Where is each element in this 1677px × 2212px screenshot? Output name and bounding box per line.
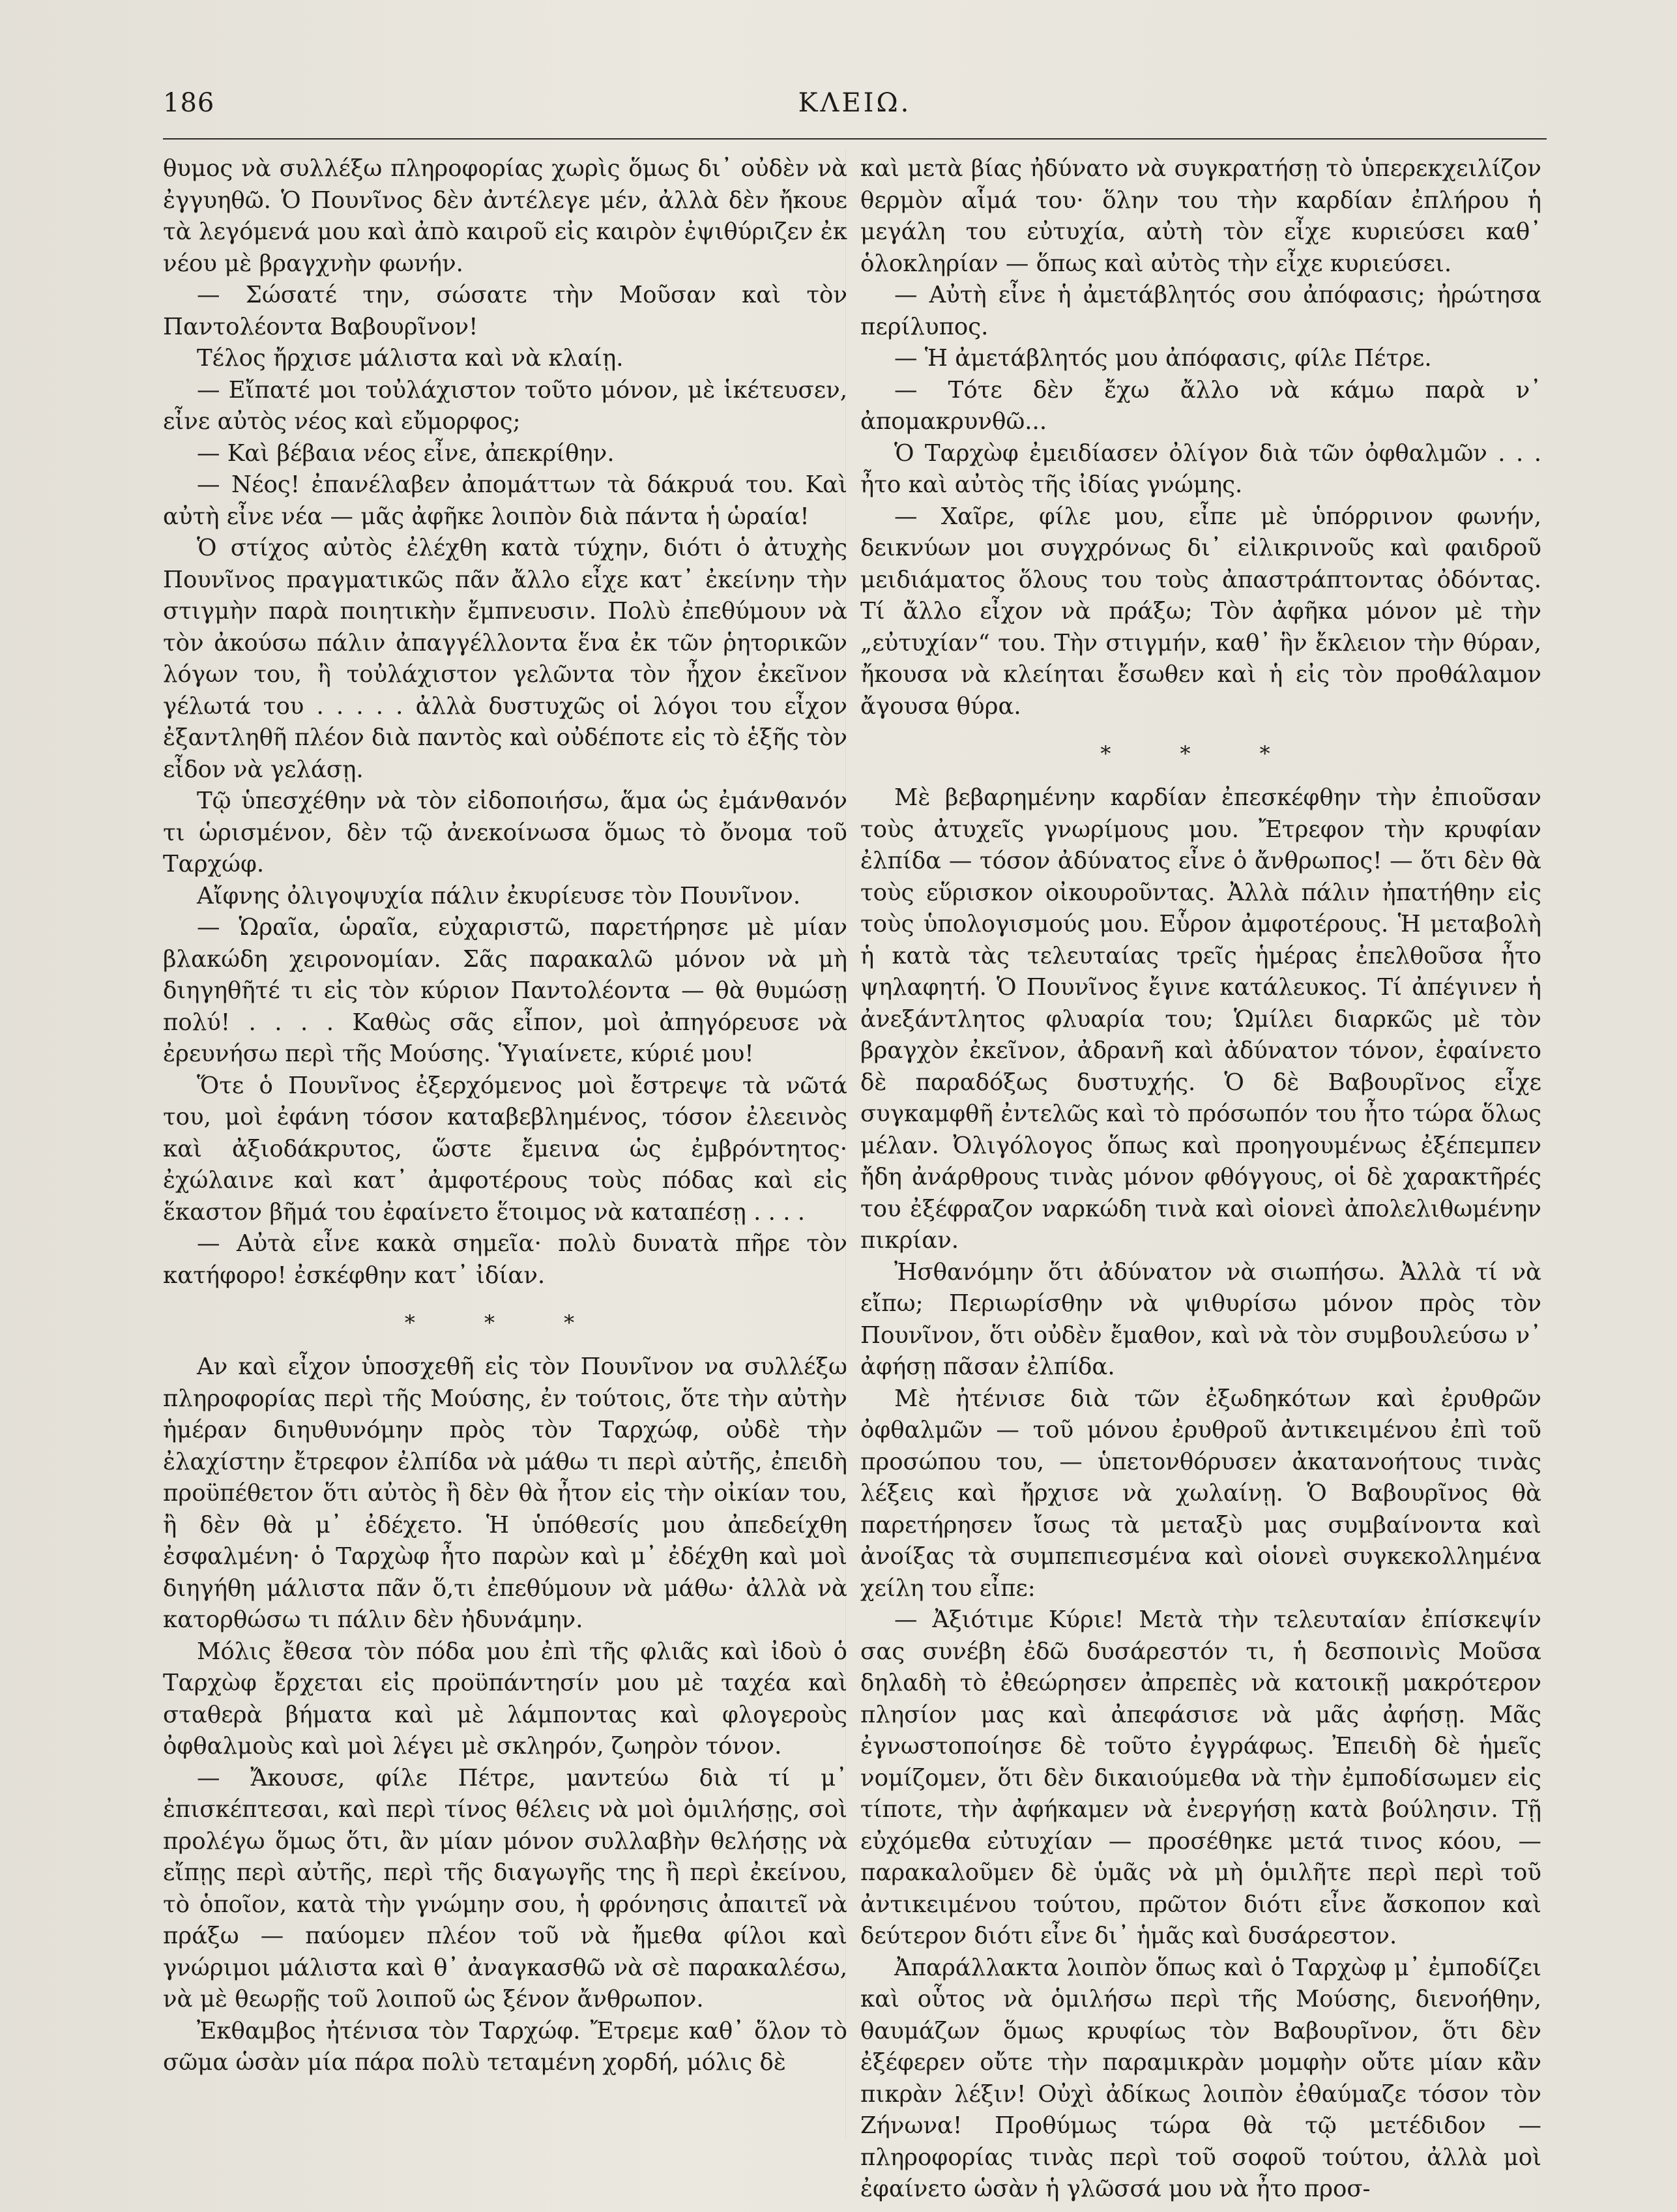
paragraph: Ὅτε ὁ Πουνῖνος ἐξερχόμενος μοὶ ἔστρεψε τὰ νῶτά του, μοὶ ἐφάνη τόσον καταβεβλημένος, τόσον ἐλεεινὸς καὶ ἀξιοδάκρυτος, ὥστε ἔμεινα ὡς ἐμβρόντητος· ἐχώλαινε καὶ κατ᾽ ἀμφοτέρους τοὺς πόδας καὶ εἰς ἕκαστον βῆμά του ἐφαίνετο ἕτοιμος νὰ καταπέσῃ . . . . xyxy=(163,1072,847,1226)
paragraph: θυμος νὰ συλλέξω πληροφορίας χωρὶς ὅμως δι᾽ οὐδὲν νὰ ἐγγυηθῶ. Ὁ Πουνῖνος δὲν ἀντέλεγε μέν, ἀλλὰ δὲν ἤκουε τὰ λεγόμενά μου καὶ ἀπὸ καιροῦ εἰς καιρὸν ἐψιθύριζεν ἐκ νέου μὲ βραγχνὴν φωνήν. xyxy=(163,155,847,277)
paragraph: Ὁ Ταρχὼφ ἐμειδίασεν ὀλίγον διὰ τῶν ὀφθαλμῶν . . . ἦτο καὶ αὐτὸς τῆς ἰδίας γνώμης. xyxy=(860,439,1541,498)
paragraph: Αἴφνης ὀλιγοψυχία πάλιν ἐκυρίευσε τὸν Πουνῖνον. xyxy=(197,882,801,909)
paragraph: Μόλις ἔθεσα τὸν πόδα μου ἐπὶ τῆς φλιᾶς καὶ ἰδοὺ ὁ Ταρχὼφ ἔρχεται εἰς προϋπάντησίν μου μὲ ταχέα καὶ σταθερὰ βήματα καὶ μὲ λάμποντας καὶ φλογεροὺς ὀφθαλμοὺς καὶ μοὶ λέγει μὲ σκληρόν, ζωηρὸν τόνον. xyxy=(163,1638,847,1760)
paragraph: — Ἡ ἀμετάβλητός μου ἀπόφασις, φίλε Πέτρε. xyxy=(894,345,1432,372)
section-separator: * * * xyxy=(404,1310,606,1335)
right-column xyxy=(860,153,1541,2202)
paragraph: Αν καὶ εἶχον ὑποσχεθῆ εἰς τὸν Πουνῖνον να συλλέξω πληροφορίας περὶ τῆς Μούσης, ἐν τούτοις, ὅτε τὴν αὐτὴν ἡμέραν διηυθυνόμην πρὸς τὸν Ταρχώφ, οὐδὲ τὴν ἐλαχίστην ἔτρεφον ἐλπίδα νὰ μάθω τι περὶ αὐτῆς, ἐπειδὴ προϋπέθετον ὅτι αὐτὸς ἢ δὲν θὰ ἦτον εἰς τὴν οἰκίαν του, ἢ δὲν θὰ μ᾽ ἐδέχετο. Ἡ ὑπόθεσίς μου ἀπεδείχθη ἐσφαλμένη· ὁ Ταρχὼφ ἦτο παρὼν καὶ μ᾽ ἐδέχθη καὶ μοὶ διηγήθη μάλιστα πᾶν ὅ,τι ἐπεθύμουν νὰ μάθω· ἀλλὰ νὰ κατορθώσω τι πάλιν δὲν ἠδυνάμην. xyxy=(163,1353,847,1633)
left-column xyxy=(163,153,847,2155)
paragraph: Ὁ στίχος αὐτὸς ἐλέχθη κατὰ τύχην, διότι ὁ ἀτυχὴς Πουνῖνος πραγματικῶς πᾶν ἄλλο εἶχε κατ᾽ ἐκείνην τὴν στιγμὴν παρὰ ποιητικὴν ἔμπνευσιν. Πολὺ ἐπεθύμουν νὰ τὸν ἀκούσω πάλιν ἀπαγγέλλοντα ἕνα ἐκ τῶν ῥητορικῶν λόγων του, ἢ τοὐλάχιστον γελῶντα τὸν ἦχον ἐκεῖνον γέλωτά του . . . . . ἀλλὰ δυστυχῶς οἱ λόγοι του εἶχον ἐξαντληθῆ πλέον διὰ παντὸς καὶ οὐδέποτε εἰς τὸ ἑξῆς τὸν εἶδον νὰ γελάσῃ. xyxy=(163,535,847,783)
paragraph: καὶ μετὰ βίας ἠδύνατο νὰ συγκρατήσῃ τὸ ὑπερεκχειλίζον θερμὸν αἷμά του· ὅλην του τὴν καρδίαν ἐπλήρου ἡ μεγάλη του εὐτυχία, αὐτὴ τὸν εἶχε κυριεύσει καθ᾽ ὁλοκληρίαν — ὅπως καὶ αὐτὸς τὴν εἶχε κυριεύσει. xyxy=(860,155,1541,277)
paragraph: Ἀπαράλλακτα λοιπὸν ὅπως καὶ ὁ Ταρχὼφ μ᾽ ἐμποδίζει καὶ οὗτος νὰ ὁμιλήσω περὶ τῆς Μούσης, διενοήθην, θαυμάζων ὅμως κρυφίως τὸν Βαβουρῖνον, ὅτι δὲν ἐξέφερεν οὔτε τὴν παραμικρὰν μομφὴν οὔτε μίαν κἂν πικρὰν λέξιν! Οὐχὶ ἀδίκως λοιπὸν ἐθαύμαζε τόσον τὸν Ζήνωνα! Προθύμως τώρα θὰ τῷ μετέδιδον — πληροφορίας τινὰς περὶ τοῦ σοφοῦ τούτου, ἀλλὰ μοὶ ἐφαίνετο ὡσὰν ἡ γλῶσσά μου νὰ ἦτο προσ- xyxy=(860,1954,1541,2202)
paragraph: — Καὶ βέβαια νέος εἶνε, ἀπεκρίθην. xyxy=(197,439,615,467)
paragraph: — Ὡραῖα, ὡραῖα, εὐχαριστῶ, παρετήρησε μὲ μίαν βλακώδη χειρονομίαν. Σᾶς παρακαλῶ μόνον νὰ μὴ διηγηθῆτέ τι εἰς τὸν κύριον Παντολέοντα — θὰ θυμώσῃ πολύ! . . . . Καθὼς σᾶς εἶπον, μοὶ ἀπηγόρευσε νὰ ἐρευνήσω περὶ τῆς Μούσης. Ὑγιαίνετε, κύριέ μου! xyxy=(163,914,847,1067)
paragraph: — Χαῖρε, φίλε μου, εἶπε μὲ ὑπόρρινον φωνήν, δεικνύων μοι συγχρόνως δι᾽ εἰλικρινοῦς καὶ φαιδροῦ μειδιάματος ὅλους του τοὺς ἀπαστράπτοντας ὀδόντας. Τί ἄλλο εἶχον νὰ πράξω; Τὸν ἀφῆκα μόνον μὲ τὴν „εὐτυχίαν“ του. Τὴν στιγμήν, καθ᾽ ἣν ἔκλειον τὴν θύραν, ἤκουσα νὰ κλείηται ἔσωθεν καὶ ἡ εἰς τὸν προθάλαμον ἄγουσα θύρα. xyxy=(860,503,1541,720)
page-header xyxy=(163,88,1547,134)
paragraph: — Τότε δὲν ἔχω ἄλλο νὰ κάμω παρὰ ν᾽ ἀπομακρυνθῶ... xyxy=(860,376,1541,435)
page-number: 186 xyxy=(163,88,215,118)
paragraph: Μὲ βεβαρημένην καρδίαν ἐπεσκέφθην τὴν ἐπιοῦσαν τοὺς ἀτυχεῖς γνωρίμους μου. Ἔτρεφον τὴν κρυφίαν ἐλπίδα — τόσον ἀδύνατος εἶνε ὁ ἄνθρωπος! — ὅτι δὲν θὰ τοὺς εὕρισκον οἰκουροῦντας. Ἀλλὰ πάλιν ἠπατήθην εἰς τοὺς ὑπολογισμούς μου. Εὗρον ἀμφοτέρους. Ἡ μεταβολὴ ἡ κατὰ τὰς τελευταίας τρεῖς ἡμέρας ἐπελθοῦσα ἦτο ψηλαφητή. Ὁ Πουνῖνος ἔγινε κατάλευκος. Τί ἀπέγινεν ἡ ἀνεξάντλητος φλυαρία του; Ὡμίλει διαρκῶς μὲ τὸν βραγχὸν ἐκεῖνον, ἀδρανῆ καὶ ἀδύνατον τόνον, ἐφαίνετο δὲ παραδόξως δυστυχής. Ὁ δὲ Βαβουρῖνος εἶχε συγκαμφθῆ ἐντελῶς καὶ τὸ πρόσωπόν του ἦτο τώρα ὅλως μέλαν. Ὀλιγόλογος ὅπως καὶ προηγουμένως ἐξέπεμπεν ἤδη ἀνάρθρους τινὰς μόνον φθόγγους, οἱ δὲ χαρακτῆρές του ἐξέφραζον ναρκώδη τινὰ καὶ οἱονεὶ ἀπολελιθωμένην πικρίαν. xyxy=(860,784,1541,1254)
section-separator: * * * xyxy=(1100,741,1302,766)
paragraph: Μὲ ἠτένισε διὰ τῶν ἐξωδηκότων καὶ ἐρυθρῶν ὀφθαλμῶν — τοῦ μόνου ἐρυθροῦ ἀντικειμένου ἐπὶ τοῦ προσώπου του, — ὑπετονθόρυσεν ἀκατανοήτους τινὰς λέξεις καὶ ἤρχισε νὰ χωλαίνῃ. Ὁ Βαβουρῖνος θὰ παρετήρησεν ἴσως τὰ μεταξὺ μας συμβαίνοντα καὶ ἀνοίξας τὰ συμπεπιεσμένα καὶ οἱονεὶ συγκεκολλημένα χείλη του εἶπε: xyxy=(860,1385,1541,1602)
paragraph: Τέλος ἤρχισε μάλιστα καὶ νὰ κλαίῃ. xyxy=(197,345,624,372)
paragraph: — Ἄκουσε, φίλε Πέτρε, μαντεύω διὰ τί μ᾽ ἐπισκέπτεσαι, καὶ περὶ τίνος θέλεις νὰ μοὶ ὁμιλήσῃς, σοὶ προλέγω ὅμως ὅτι, ἂν μίαν μόνον συλλαβὴν θελήσῃς νὰ εἴπῃς περὶ αὐτῆς, περὶ τῆς διαγωγῆς της ἢ περὶ ἐκείνου, τὸ ὁποῖον, κατὰ τὴν γνώμην σου, ἡ φρόνησις ἀπαιτεῖ νὰ πράξω — παύομεν πλέον τοῦ νὰ ἤμεθα φίλοι καὶ γνώριμοι μάλιστα καὶ θ᾽ ἀναγκασθῶ νὰ σὲ παρακαλέσω, νὰ μὲ θεωρῇς τοῦ λοιποῦ ὡς ξένον ἄνθρωπον. xyxy=(163,1764,847,2013)
paragraph: — Εἴπατέ μοι τοὐλάχιστον τοῦτο μόνον, μὲ ἱκέτευσεν, εἶνε αὐτὸς νέος καὶ εὔμορφος; xyxy=(163,376,847,435)
paragraph: Ἠσθανόμην ὅτι ἀδύνατον νὰ σιωπήσω. Ἀλλὰ τί νὰ εἴπω; Περιωρίσθην νὰ ψιθυρίσω μόνον πρὸς τὸν Πουνῖνον, ὅτι οὐδὲν ἔμαθον, καὶ νὰ τὸν συμβουλεύσω ν᾽ ἀφήσῃ πᾶσαν ἐλπίδα. xyxy=(860,1258,1541,1380)
paragraph: Τῷ ὑπεσχέθην νὰ τὸν εἰδοποιήσω, ἅμα ὡς ἐμάνθανόν τι ὡρισμένον, δὲν τῷ ἀνεκοίνωσα ὅμως τὸ ὄνομα τοῦ Ταρχώφ. xyxy=(163,788,847,877)
header-rule xyxy=(163,138,1547,140)
paragraph: — Αὐτὴ εἶνε ἡ ἀμετάβλητός σου ἀπόφασις; ἠρώτησα περίλυπος. xyxy=(860,282,1541,340)
paragraph: — Νέος! ἐπανέλαβεν ἀπομάττων τὰ δάκρυά του. Καὶ αὐτὴ εἶνε νέα — μᾶς ἀφῆκε λοιπὸν διὰ πάντα ἡ ὡραία! xyxy=(163,471,847,530)
running-head: ΚΛΕΙΩ. xyxy=(798,88,912,118)
paragraph: — Σώσατέ την, σώσατε τὴν Μοῦσαν καὶ τὸν Παντολέοντα Βαβουρῖνον! xyxy=(163,282,847,340)
paragraph: — Ἀξιότιμε Κύριε! Μετὰ τὴν τελευταίαν ἐπίσκεψίν σας συνέβη ἐδῶ δυσάρεστόν τι, ἡ δεσποινὶς Μοῦσα δηλαδὴ τὸ ἐθεώρησεν ἀπρεπὲς νὰ κατοικῇ μακρότερον πλησίον μας καὶ ἀπεφάσισε νὰ μᾶς ἀφήσῃ. Μᾶς ἐγνωστοποίησε δὲ τοῦτο ἐγγράφως. Ἐπειδὴ δὲ ἡμεῖς νομίζομεν, ὅτι δὲν δικαιούμεθα νὰ τὴν ἐμποδίσωμεν εἰς τίποτε, τὴν ἀφήκαμεν νὰ ἐνεργήσῃ κατὰ βούλησιν. Τῇ εὐχόμεθα εὐτυχίαν — προσέθηκε μετά τινος κόου, — παρακαλοῦμεν δὲ ὑμᾶς νὰ μὴ ὁμιλῆτε περὶ περὶ τοῦ ἀντικειμένου τούτου, πρῶτον διότι εἶνε ἄσκοπον καὶ δεύτερον διότι εἶνε δι᾽ ἡμᾶς καὶ δυσάρεστον. xyxy=(860,1606,1541,1949)
paragraph: Ἐκθαμβος ἠτένισα τὸν Ταρχώφ. Ἔτρεμε καθ᾽ ὅλον τὸ σῶμα ὡσὰν μία πάρα πολὺ τεταμένη χορδή, μόλις δὲ xyxy=(163,2017,847,2076)
paragraph: — Αὐτὰ εἶνε κακὰ σημεῖα· πολὺ δυνατὰ πῆρε τὸν κατήφορο! ἐσκέφθην κατ᾽ ἰδίαν. xyxy=(163,1230,847,1289)
